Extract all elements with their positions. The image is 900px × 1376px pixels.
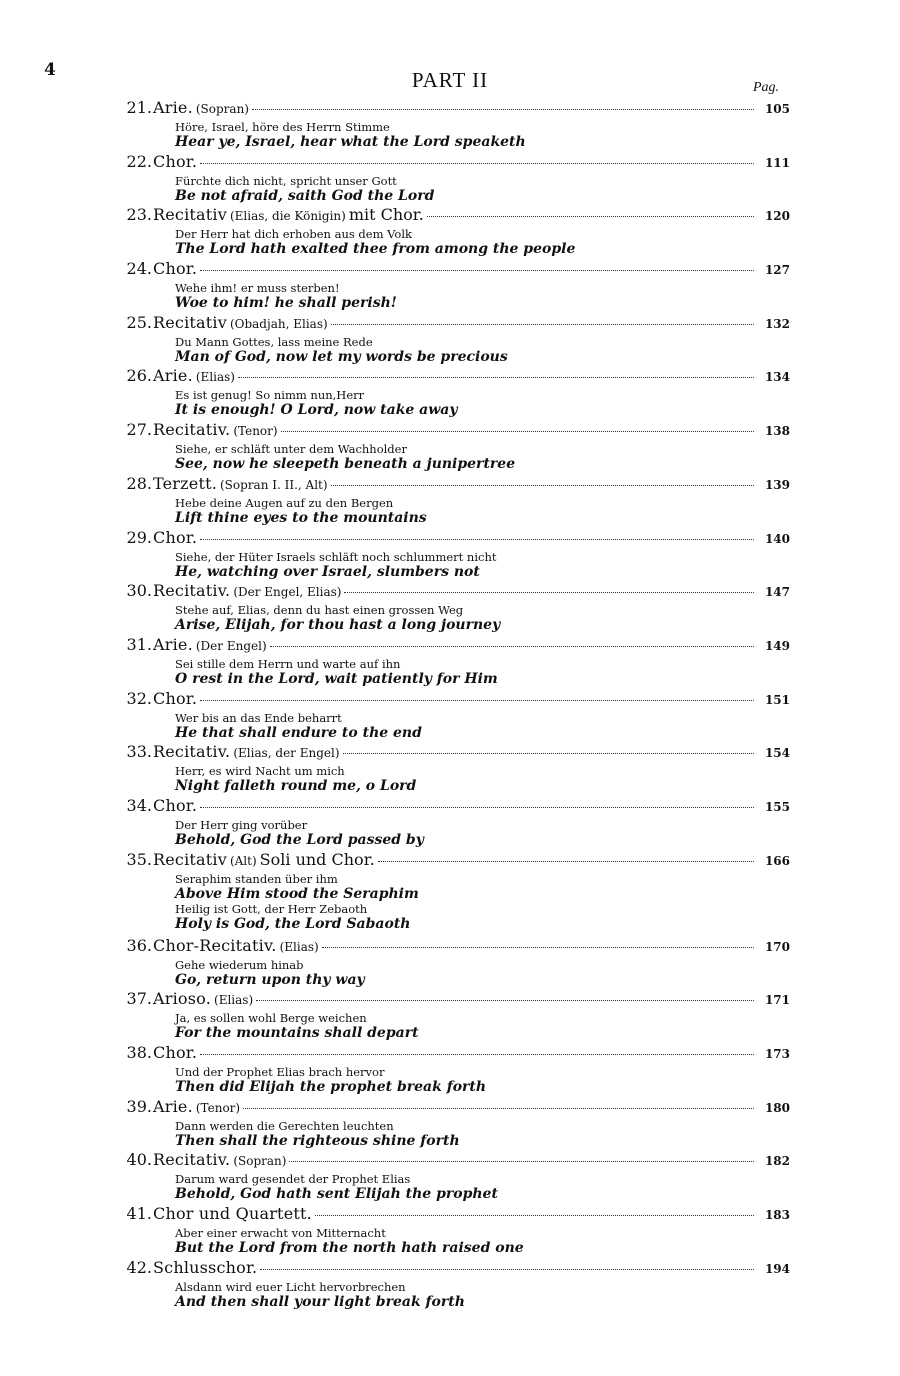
toc-entry [110,366,790,420]
movement-type: Chor-Recitativ. [153,935,277,955]
movement-type: Arie. [153,98,193,117]
dot-leader [200,1054,754,1055]
english-text: Night falleth round me, o Lord [175,778,417,795]
entry-number: 33. [126,742,152,762]
toc-entry [110,1204,790,1258]
toc-entry [110,742,790,796]
movement-type: Chor. [153,795,198,815]
entry-number: 22. [126,151,152,171]
voice-parts: (Sopran) [195,102,249,116]
entry-title [153,936,319,955]
toc-entry-heading [110,1043,790,1065]
english-text: Hear ye, Israel, hear what the Lord speaketh [175,134,526,150]
toc-entry-heading [110,936,790,958]
english-text: O rest in the Lord, wait patiently for Him [175,670,498,687]
toc-entry [110,259,790,313]
toc-entry [110,796,790,850]
toc-entry [110,689,790,743]
toc-entry-heading [110,1258,790,1280]
toc-entry [110,936,790,990]
entry-title [153,1043,197,1062]
english-text: But the Lord from the north hath raised one [175,1240,524,1257]
german-text: Hebe deine Augen auf zu den Bergen [175,495,394,510]
entry-title [153,635,267,654]
page-reference: 105 [764,102,790,116]
toc-entry-heading [110,850,790,872]
german-text: Und der Prophet Elias brach hervor [175,1065,385,1079]
english-text: Go, return upon thy way [175,971,365,988]
entry-title [153,1204,312,1223]
english-text: Behold, God the Lord passed by [175,831,424,848]
toc-entry [110,420,790,474]
movement-type: Recitativ [153,849,227,869]
german-text: Aber einer erwacht von Mitternacht [175,1226,386,1241]
movement-type: Arioso. [153,989,212,1009]
movement-type: Recitativ. [153,581,231,601]
toc-entry [110,635,790,689]
movement-type: Chor. [153,1043,198,1062]
dot-leader [343,753,754,754]
dot-leader [427,216,754,217]
entry-number: 31. [126,634,152,654]
movement-type: Chor und Quartett. [153,1204,312,1224]
entry-number: 25. [126,312,152,332]
entry-title [153,98,249,117]
voice-parts: (Sopran) [233,1154,287,1169]
entry-number: 42. [126,1257,152,1277]
movement-type: Schlusschor. [153,1257,258,1277]
movement-type: Recitativ. [153,742,231,762]
english-text: See, now he sleepeth beneath a junipertree [175,456,516,473]
movement-type: Arie. [153,366,193,386]
voice-parts: (Der Engel) [195,638,267,653]
voice-parts: (Alt) [229,853,257,868]
english-text: It is enough! O Lord, now take away [175,402,458,419]
toc-entry [110,850,790,936]
toc-entry-heading [110,474,790,496]
entry-number: 27. [126,420,152,440]
dot-leader [289,1161,754,1162]
entry-number: 35. [126,849,152,869]
english-text: Woe to him! he shall perish! [175,295,397,312]
toc-entry [110,1258,790,1312]
toc-entry-heading [110,989,790,1011]
page-reference: 147 [764,585,790,600]
toc-entry [110,1150,790,1204]
toc-entry [110,528,790,582]
entry-number: 41. [126,1204,152,1224]
toc-entry-heading [110,205,790,227]
entry-number: 40. [126,1150,152,1170]
entry-number: 30. [126,581,152,601]
dot-leader [200,700,754,701]
dot-leader [256,1000,754,1001]
dot-leader [270,646,754,647]
page-reference: 182 [764,1154,790,1169]
entry-title [153,366,235,385]
german-text: Siehe, der Hüter Israels schläft noch schlummert nicht [175,549,497,564]
dot-leader [331,324,754,325]
page-reference: 111 [764,155,790,170]
part-title: PART II [411,68,489,92]
dot-leader [200,807,754,808]
entry-title [153,1097,240,1116]
toc-entry [110,98,790,152]
dot-leader [322,947,754,948]
toc-entry-heading [110,366,790,388]
entry-number: 24. [126,259,152,279]
page-reference: 127 [764,263,790,278]
page-reference: 173 [764,1047,790,1061]
dot-leader [260,1269,754,1270]
toc-entry [110,1043,790,1097]
entry-number: 32. [126,688,152,708]
entry-number: 37. [126,989,152,1009]
entry-title [153,205,424,224]
voice-parts: (Elias) [195,370,235,385]
toc-entry-heading [110,420,790,442]
movement-type: Chor. [153,259,198,279]
voice-parts: (Elias) [214,993,254,1008]
german-text: Wer bis an das Ende beharrt [175,710,342,725]
english-text: Be not afraid, saith God the Lord [175,187,435,204]
german-text: Herr, es wird Nacht um mich [175,764,345,779]
entry-title [153,152,197,171]
page-reference: 134 [764,370,790,385]
entry-title [153,581,341,600]
english-text: The Lord hath exalted thee from among the people [175,241,576,258]
toc-entry-heading [110,98,790,120]
entry-title [153,1150,286,1169]
entry-number: 29. [126,527,152,547]
german-text: Gehe wiederum hinab [175,957,304,972]
entry-title [153,259,197,278]
english-text: Behold, God hath sent Elijah the prophet [175,1186,498,1203]
entry-title [153,313,328,332]
english-text: Above Him stood the Seraphim [175,885,419,902]
german-text: Der Herr ging vorüber [175,817,308,832]
toc-entry [110,989,790,1043]
dot-leader [331,485,754,486]
toc-entry-heading [110,1150,790,1172]
page-reference: 170 [764,939,790,954]
page-reference: 166 [764,853,790,868]
movement-type: Recitativ. [153,1150,231,1170]
voice-parts: (Elias) [279,939,319,954]
toc-entry [110,152,790,206]
page-reference: 154 [764,746,790,761]
german-text: Darum ward gesendet der Prophet Elias [175,1172,411,1187]
page-reference: 180 [764,1100,790,1115]
entry-number: 28. [126,473,152,493]
toc-entry [110,205,790,259]
voice-parts: (Sopran I. II., Alt) [220,477,328,492]
toc-entry-heading [110,528,790,550]
voice-parts: (Tenor) [233,424,278,439]
page-reference: 171 [764,993,790,1008]
entry-number: 38. [126,1043,152,1062]
german-text: Ja, es sollen wohl Berge weichen [175,1011,367,1026]
entry-title [153,850,375,869]
toc-entry [110,474,790,528]
movement-type: Recitativ [153,312,227,332]
page-column-header: Pag. [753,80,780,95]
page-reference: 139 [764,477,790,492]
toc-entry [110,581,790,635]
dot-leader [378,861,754,862]
page-reference: 132 [764,316,790,331]
page-reference: 151 [764,692,790,707]
dot-leader [200,163,754,164]
toc-entry-heading [110,1204,790,1226]
english-text: Man of God, now let my words be precious [175,348,508,365]
entry-title [153,689,197,708]
page-reference: 183 [764,1208,790,1223]
english-text: He that shall endure to the end [175,724,422,741]
entry-number: 26. [126,366,152,386]
table-of-contents [110,98,790,1311]
entry-title [153,1258,257,1277]
toc-entry-heading [110,581,790,603]
toc-entry-heading [110,152,790,174]
dot-leader [252,109,754,110]
movement-type: Chor. [153,151,198,171]
english-text: He, watching over Israel, slumbers not [175,563,480,580]
dot-leader [344,592,754,593]
german-text: Stehe auf, Elias, denn du hast einen grossen Weg [175,603,464,618]
german-text: Höre, Israel, höre des Herrn Stimme [175,120,390,134]
german-text: Sei stille dem Herrn und warte auf ihn [175,656,401,671]
entry-number: 36. [126,935,152,955]
german-text: Alsdann wird euer Licht hervorbrechen [175,1279,406,1294]
german-text: Wehe ihm! er muss sterben! [175,281,340,296]
movement-type: Recitativ. [153,420,231,440]
toc-entry-heading [110,796,790,818]
dot-leader [238,377,754,378]
page-number: 4 [44,60,56,80]
movement-type: Terzett. [153,473,217,493]
dot-leader [315,1215,754,1216]
movement-type: Arie. [153,634,193,654]
dot-leader [200,270,754,271]
german-text: Siehe, er schläft unter dem Wachholder [175,442,407,457]
toc-entry-heading [110,689,790,711]
entry-number: 34. [126,795,152,815]
page-reference: 155 [764,799,790,814]
voice-parts: (Elias, die Königin) [229,209,346,224]
page-reference: 120 [764,209,790,224]
voice-parts: (Tenor) [195,1100,241,1115]
toc-entry [110,313,790,367]
entry-title [153,796,197,815]
german-text: Fürchte dich nicht, spricht unser Gott [175,173,397,188]
german-text: Es ist genug! So nimm nun,Herr [175,388,365,403]
movement-type: Recitativ [153,205,227,225]
movement-extra: mit Chor. [348,205,424,225]
page-reference: 149 [764,638,790,653]
movement-type: Chor. [153,527,198,547]
toc-entry-heading [110,259,790,281]
english-text: And then shall your light break forth [175,1293,465,1310]
english-text: Holy is God, the Lord Sabaoth [175,915,411,932]
entry-title [153,420,278,439]
movement-extra: Soli und Chor. [259,849,375,869]
dot-leader [200,539,754,540]
toc-entry-heading [110,313,790,335]
german-text: Dann werden die Gerechten leuchten [175,1118,394,1133]
english-text: For the mountains shall depart [175,1025,419,1042]
english-text: Arise, Elijah, for thou hast a long journey [175,617,501,634]
page-reference: 194 [764,1261,790,1276]
page-reference: 140 [764,531,790,546]
toc-entry [110,1097,790,1151]
toc-entry-heading [110,1097,790,1119]
english-text: Then did Elijah the prophet break forth [175,1079,487,1095]
english-text: Lift thine eyes to the mountains [175,509,427,526]
page-reference: 138 [764,424,790,439]
entry-title [153,742,340,761]
movement-type: Chor. [153,688,198,708]
toc-entry-heading [110,635,790,657]
german-text: Heilig ist Gott, der Herr Zebaoth [175,901,368,916]
german-text: Der Herr hat dich erhoben aus dem Volk [175,227,412,242]
voice-parts: (Obadjah, Elias) [229,316,328,331]
voice-parts: (Der Engel, Elias) [233,585,342,600]
german-text: Seraphim standen über ihm [175,871,338,886]
entry-title [153,474,328,493]
german-text: Du Mann Gottes, lass meine Rede [175,334,373,349]
entry-title [153,989,253,1008]
entry-number: 21. [126,98,152,117]
entry-number: 39. [126,1096,152,1116]
movement-type: Arie. [153,1096,193,1116]
dot-leader [281,431,754,432]
entry-number: 23. [126,205,152,225]
toc-entry-heading [110,742,790,764]
voice-parts: (Elias, der Engel) [233,746,340,761]
entry-title [153,528,197,547]
english-text: Then shall the righteous shine forth [175,1132,460,1149]
dot-leader [243,1108,754,1109]
